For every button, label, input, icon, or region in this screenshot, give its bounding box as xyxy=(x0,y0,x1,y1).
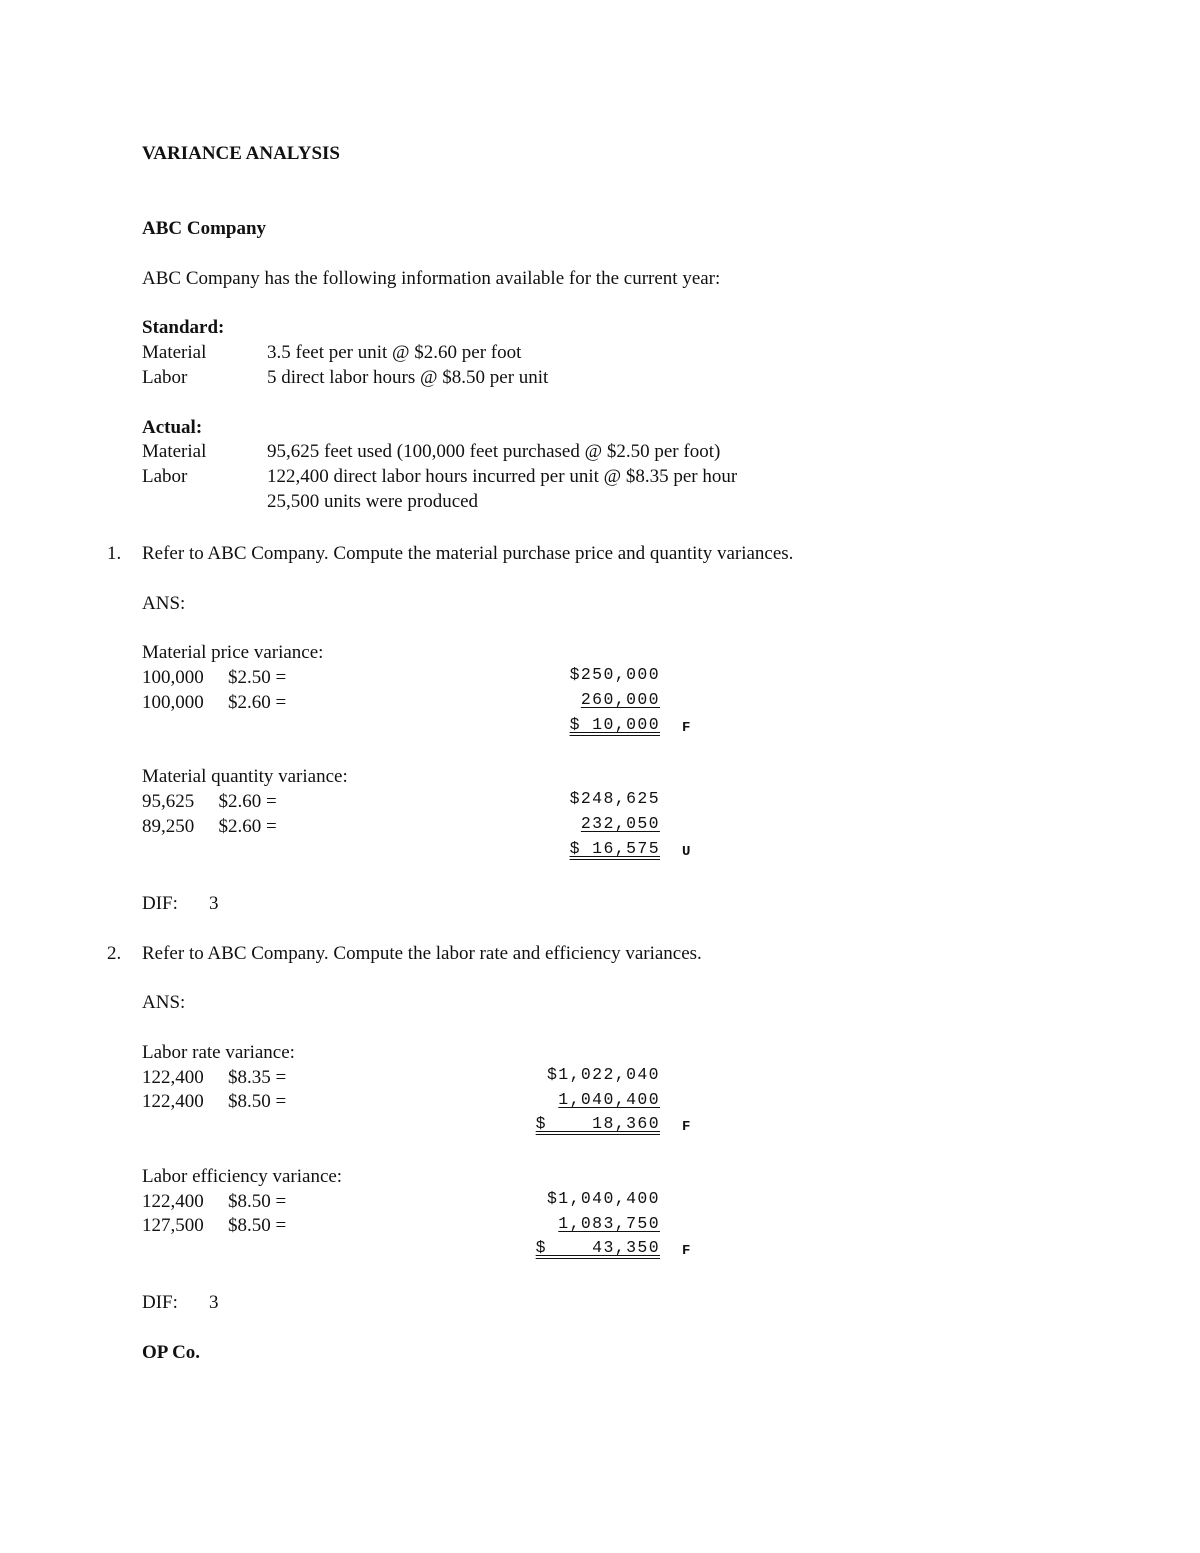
labor-rate-line-2-amount-text: 1,040,400 xyxy=(558,1090,660,1109)
question-2-text: Refer to ABC Company. Compute the labor rate and efficiency variances. xyxy=(142,943,702,964)
actual-labor-label: Labor xyxy=(142,466,188,487)
question-1-dif-label: DIF: xyxy=(142,893,178,914)
question-1-number: 1. xyxy=(107,543,122,564)
actual-units-value: 25,500 units were produced xyxy=(267,491,479,512)
standard-material-value: 3.5 feet per unit @ $2.60 per foot xyxy=(267,342,522,363)
labor-efficiency-line-2-amount xyxy=(530,1212,660,1236)
material-price-line-2-amount-text: 260,000 xyxy=(580,690,660,709)
material-quantity-line-1-formula: 95,625   $2.60 = xyxy=(142,791,277,812)
material-price-line-1-formula: 100,000   $2.50 = xyxy=(142,667,287,688)
labor-efficiency-line-2-amount-text: 1,083,750 xyxy=(558,1214,660,1233)
labor-rate-line-1-amount: $1,022,040 xyxy=(546,1065,660,1084)
labor-rate-line-1-formula: 122,400   $8.35 = xyxy=(142,1067,287,1088)
material-quantity-line-2-amount-text: 232,050 xyxy=(580,814,660,833)
standard-labor-value: 5 direct labor hours @ $8.50 per unit xyxy=(267,367,549,388)
labor-efficiency-line-1-amount: $1,040,400 xyxy=(546,1189,660,1208)
labor-rate-line-2-formula: 122,400   $8.50 = xyxy=(142,1091,287,1112)
material-price-line-2-formula: 100,000   $2.60 = xyxy=(142,692,287,713)
company-heading: ABC Company xyxy=(142,218,267,239)
material-quantity-total xyxy=(530,837,660,861)
actual-material-label: Material xyxy=(142,441,207,462)
question-2-dif-value: 3 xyxy=(209,1292,219,1313)
question-2-dif-label: DIF: xyxy=(142,1292,178,1313)
labor-efficiency-total xyxy=(530,1236,660,1260)
labor-rate-variance-title: Labor rate variance: xyxy=(142,1042,295,1063)
question-1-ans-label: ANS: xyxy=(142,593,186,614)
labor-rate-total xyxy=(530,1112,660,1136)
labor-rate-flag: F xyxy=(682,1119,691,1135)
labor-efficiency-line-1-formula: 122,400   $8.50 = xyxy=(142,1191,287,1212)
labor-rate-total-text: $ 18,360 xyxy=(535,1114,660,1133)
material-quantity-total-text: $ 16,575 xyxy=(569,839,660,858)
material-quantity-line-2-amount xyxy=(530,812,660,836)
question-2-ans-label: ANS: xyxy=(142,992,186,1013)
material-price-variance-title: Material price variance: xyxy=(142,642,324,663)
labor-efficiency-variance-title: Labor efficiency variance: xyxy=(142,1166,343,1187)
question-1-text: Refer to ABC Company. Compute the material purchase price and quantity variances. xyxy=(142,543,794,564)
material-price-line-1-amount: $250,000 xyxy=(569,665,660,684)
labor-efficiency-total-text: $ 43,350 xyxy=(535,1238,660,1257)
next-company-heading: OP Co. xyxy=(142,1342,201,1363)
standard-material-label: Material xyxy=(142,342,207,363)
labor-efficiency-flag: F xyxy=(682,1243,691,1259)
material-price-flag: F xyxy=(682,720,691,736)
document-title: VARIANCE ANALYSIS xyxy=(142,143,340,164)
actual-heading: Actual: xyxy=(142,417,203,438)
standard-heading: Standard: xyxy=(142,317,225,338)
intro-text: ABC Company has the following information available for the current year: xyxy=(142,268,721,289)
question-2-number: 2. xyxy=(107,943,122,964)
material-quantity-variance-title: Material quantity variance: xyxy=(142,766,348,787)
material-quantity-line-1-amount: $248,625 xyxy=(569,789,660,808)
question-1-dif-value: 3 xyxy=(209,893,219,914)
material-price-total-text: $ 10,000 xyxy=(569,715,660,734)
actual-labor-value: 122,400 direct labor hours incurred per unit @ $8.35 per hour xyxy=(267,466,738,487)
material-price-line-2-amount xyxy=(530,688,660,712)
labor-rate-line-2-amount xyxy=(530,1088,660,1112)
labor-efficiency-line-2-formula: 127,500   $8.50 = xyxy=(142,1215,287,1236)
standard-labor-label: Labor xyxy=(142,367,188,388)
material-quantity-line-2-formula: 89,250   $2.60 = xyxy=(142,816,277,837)
material-quantity-flag: U xyxy=(682,844,691,860)
material-price-total xyxy=(530,713,660,737)
actual-material-value: 95,625 feet used (100,000 feet purchased @ $2.50 per foot) xyxy=(267,441,721,462)
